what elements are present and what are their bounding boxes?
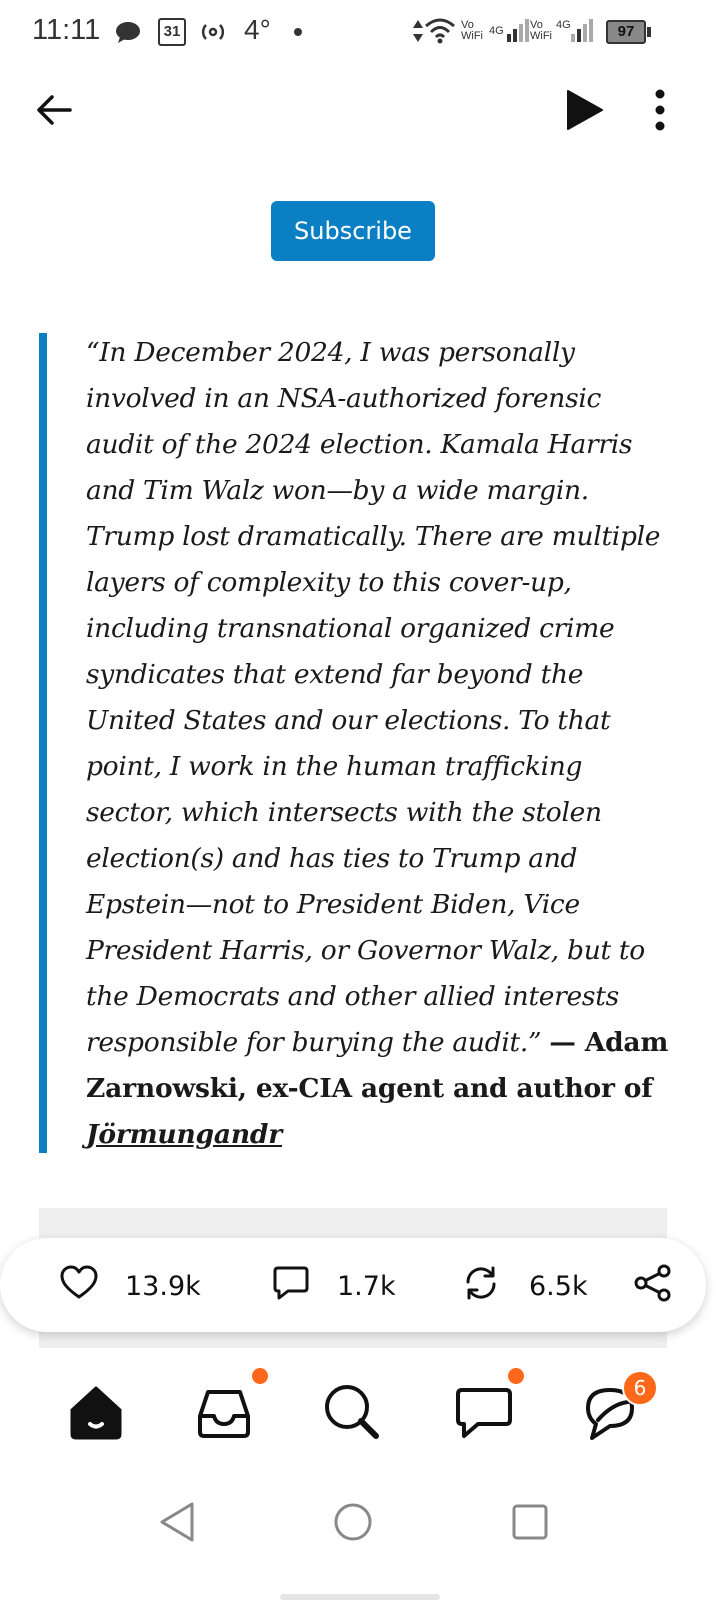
share-button[interactable] — [634, 1260, 674, 1310]
chat-icon — [452, 1380, 516, 1444]
activity-badge: 6 — [622, 1370, 658, 1406]
more-options-button[interactable] — [640, 86, 680, 134]
restack-icon — [462, 1264, 500, 1302]
temperature: 4° — [244, 14, 271, 45]
wifi-icon — [424, 16, 456, 44]
hotspot-status-icon — [198, 20, 228, 44]
post-action-bar — [0, 1238, 706, 1332]
like-count: 13.9k — [125, 1271, 201, 1302]
system-back-button[interactable] — [156, 1500, 200, 1544]
quote-attribution: — Adam Zarnowski, ex-CIA agent and author of — [86, 1027, 669, 1104]
circle-home-icon — [331, 1500, 375, 1544]
comment-icon — [272, 1264, 310, 1302]
subscribe-button[interactable]: Subscribe — [271, 201, 435, 261]
network-type-1: 4G — [489, 25, 504, 37]
network-type-2: 4G — [556, 19, 571, 31]
arrow-left-icon — [30, 86, 78, 134]
square-recents-icon — [508, 1500, 552, 1544]
data-arrows-icon — [412, 18, 424, 44]
nav-search[interactable] — [320, 1380, 384, 1444]
search-icon — [320, 1380, 384, 1444]
status-time: 11:11 — [32, 14, 101, 46]
chat-bubble-status-icon — [114, 20, 142, 44]
calendar-status-icon: 31 — [158, 18, 186, 46]
vowifi-label-1: Vo WiFi — [461, 19, 483, 42]
chat-notification-dot — [508, 1368, 524, 1384]
battery-indicator: 97 — [606, 20, 646, 44]
book-title-link[interactable]: Jörmungandr — [86, 1119, 283, 1150]
restack-count: 6.5k — [529, 1271, 588, 1302]
system-home-button[interactable] — [331, 1500, 375, 1544]
heart-icon — [60, 1264, 98, 1302]
play-icon — [560, 86, 608, 134]
home-icon — [64, 1380, 128, 1444]
gesture-bar — [280, 1594, 440, 1600]
back-button[interactable] — [30, 86, 78, 134]
nav-inbox[interactable] — [192, 1380, 256, 1444]
notification-dot — [294, 28, 302, 36]
inbox-icon — [192, 1380, 256, 1444]
status-bar — [0, 0, 720, 64]
play-audio-button[interactable] — [560, 86, 608, 134]
inbox-notification-dot — [252, 1368, 268, 1384]
nav-home[interactable] — [64, 1380, 128, 1444]
more-vertical-icon — [640, 86, 680, 134]
signal-icon-1 — [506, 18, 530, 42]
triangle-back-icon — [156, 1500, 200, 1544]
system-recents-button[interactable] — [508, 1500, 552, 1544]
nav-chat[interactable] — [452, 1380, 516, 1444]
like-button[interactable] — [60, 1260, 210, 1310]
blockquote — [86, 330, 672, 1158]
blockquote-accent-bar — [39, 333, 47, 1153]
signal-icon-2 — [570, 18, 594, 42]
restack-button[interactable] — [462, 1260, 592, 1310]
comment-button[interactable] — [272, 1260, 402, 1310]
comment-count: 1.7k — [337, 1271, 396, 1302]
quote-text: “In December 2024, I was personally involved in an NSA-authorized forensic audit of the 2024 election. Kamala Harris and Tim Walz won—by a wide margin. Trump lost dramatically. There are multiple layers of complexity to this cover-up, including transnational organized crime syndicates that extend far beyond the United States and our elections. To that point, I work in the human trafficking sector, which intersects with the stolen election(s) and has ties to Trump and Epstein—not to President Biden, Vice President Harris, or Governor Walz, but to the Democrats and other allied interests responsible for burying the audit.” — [86, 337, 661, 1058]
vowifi-label-2: Vo WiFi — [530, 19, 552, 42]
share-icon — [634, 1264, 672, 1302]
